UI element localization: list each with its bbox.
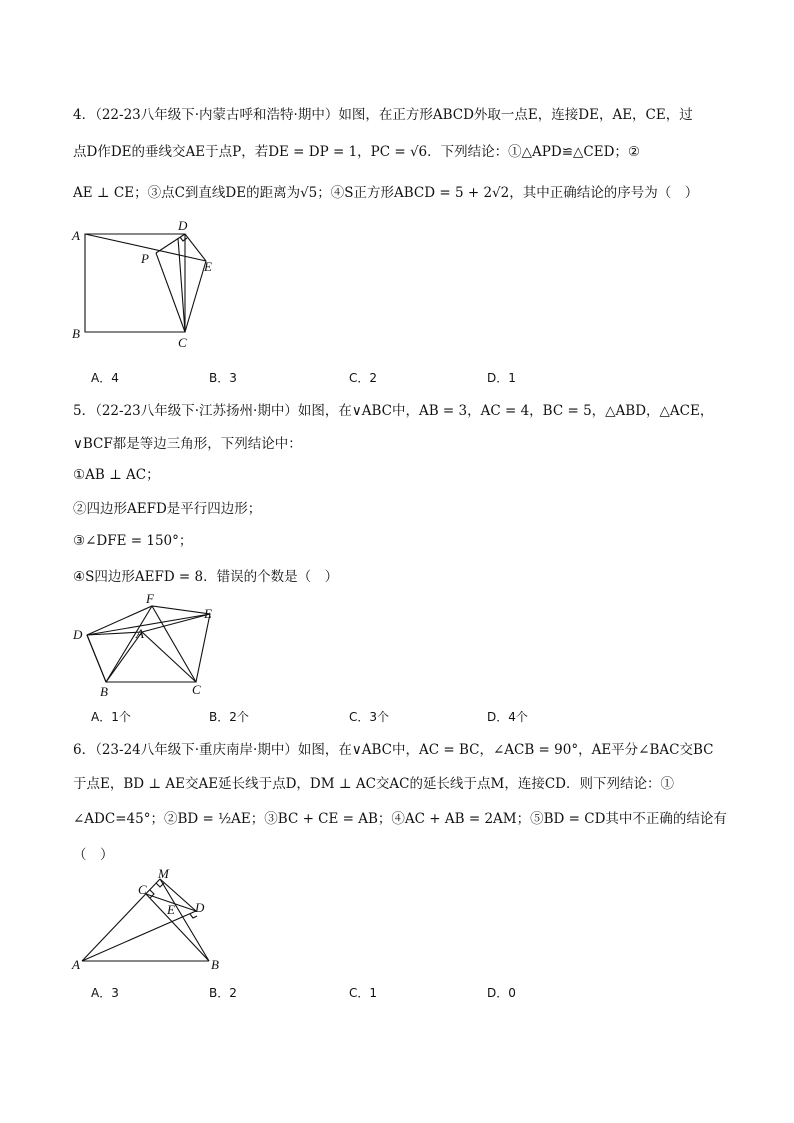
q4-option-a[interactable]: A．4	[91, 371, 119, 385]
segment-ad	[82, 911, 196, 961]
label-c: C	[178, 335, 187, 350]
label-d: D	[195, 900, 205, 915]
q4-figure	[66, 216, 226, 352]
q5-stem-line-2: ∨BCF都是等边三角形，下列结论中：	[73, 436, 302, 452]
q4-stem-line-3: AE ⊥ CE；③点C到直线DE的距离为√5；④S正方形ABCD = 5 + 2√2，其中正确结论的序号为（ ）	[73, 185, 699, 201]
label-d: D	[178, 218, 188, 233]
label-e: E	[204, 259, 212, 274]
segment-am	[82, 879, 160, 961]
label-b: B	[100, 684, 108, 699]
q5-option-c[interactable]: C．3个	[349, 710, 390, 724]
q5-item-4: ④S四边形AEFD = 8．错误的个数是（ ）	[73, 569, 339, 585]
segment-db	[87, 635, 106, 682]
segment-ce	[185, 261, 206, 332]
segment-dp	[156, 234, 185, 253]
q4-option-c[interactable]: C．2	[349, 371, 378, 385]
q6-option-a[interactable]: A．3	[91, 986, 119, 1000]
q6-option-b[interactable]: B．2	[209, 986, 237, 1000]
q4-stem-line-1: 4．（22-23八年级下·内蒙古呼和浩特·期中）如图，在正方形ABCD外取一点E，连接DE，AE，CE，过	[73, 107, 693, 123]
label-e: E	[167, 902, 175, 917]
q6-figure	[66, 868, 236, 973]
q4-option-b[interactable]: B．3	[209, 371, 237, 385]
label-b: B	[211, 957, 219, 972]
q4-option-d[interactable]: D．1	[487, 371, 516, 385]
q6-stem-line-3: ∠ADC=45°；②BD = ½AE；③BC + CE = AB；④AC + AB = 2AM；⑤BD = CD其中不正确的结论有	[73, 811, 727, 827]
q4-stem-line-2: 点D作DE的垂线交AE于点P，若DE = DP = 1，PC = √6．下列结论：①△APD≌△CED；②	[73, 144, 640, 160]
q5-option-b[interactable]: B．2个	[209, 710, 249, 724]
segment-mb	[160, 879, 209, 961]
q5-option-a[interactable]: A．1个	[91, 710, 131, 724]
label-f: F	[146, 591, 154, 606]
segment-df-ae	[87, 614, 210, 635]
q5-stem-line-1: 5．（22-23八年级下·江苏扬州·期中）如图，在∨ABC中，AB = 3，AC = 4，BC = 5，△ABD，△ACE，	[73, 403, 714, 419]
label-c: C	[138, 882, 147, 897]
square-abcd	[85, 234, 185, 332]
q5-figure	[66, 590, 226, 700]
label-d: D	[73, 627, 83, 642]
label-a: A	[136, 626, 144, 641]
segment-ae2	[142, 614, 210, 632]
label-b: B	[72, 326, 80, 341]
segment-md	[160, 879, 196, 911]
label-p: P	[141, 251, 149, 266]
label-a: A	[72, 957, 80, 972]
q6-stem-line-1: 6．（23-24八年级下·重庆南岸·期中）如图，在∨ABC中，AC = BC，∠ACB = 90°，AE平分∠BAC交BC	[73, 742, 714, 758]
segment-ac	[142, 632, 196, 682]
q5-option-d[interactable]: D．4个	[487, 710, 528, 724]
q6-stem-line-2: 于点E，BD ⊥ AE交AE延长线于点D，DM ⊥ AC交AC的延长线于点M，连接CD．则下列结论：①	[73, 776, 674, 792]
segment-dc-inner	[178, 238, 185, 332]
label-c: C	[192, 682, 201, 697]
label-e: E	[204, 606, 212, 621]
segment-fb	[106, 606, 152, 682]
q5-item-1: ①AB ⊥ AC；	[73, 467, 160, 483]
right-angle-mark	[180, 237, 187, 241]
label-a: A	[72, 228, 80, 243]
label-m: M	[158, 868, 169, 881]
q6-option-d[interactable]: D．0	[487, 986, 516, 1000]
q5-item-3: ③∠DFE = 150°；	[73, 533, 193, 549]
q6-stem-line-4: （ ）	[73, 847, 114, 863]
q6-option-c[interactable]: C．1	[349, 986, 378, 1000]
segment-pc	[156, 253, 185, 332]
q5-item-2: ②四边形AEFD是平行四边形；	[73, 501, 262, 517]
right-angle-m	[156, 883, 164, 887]
